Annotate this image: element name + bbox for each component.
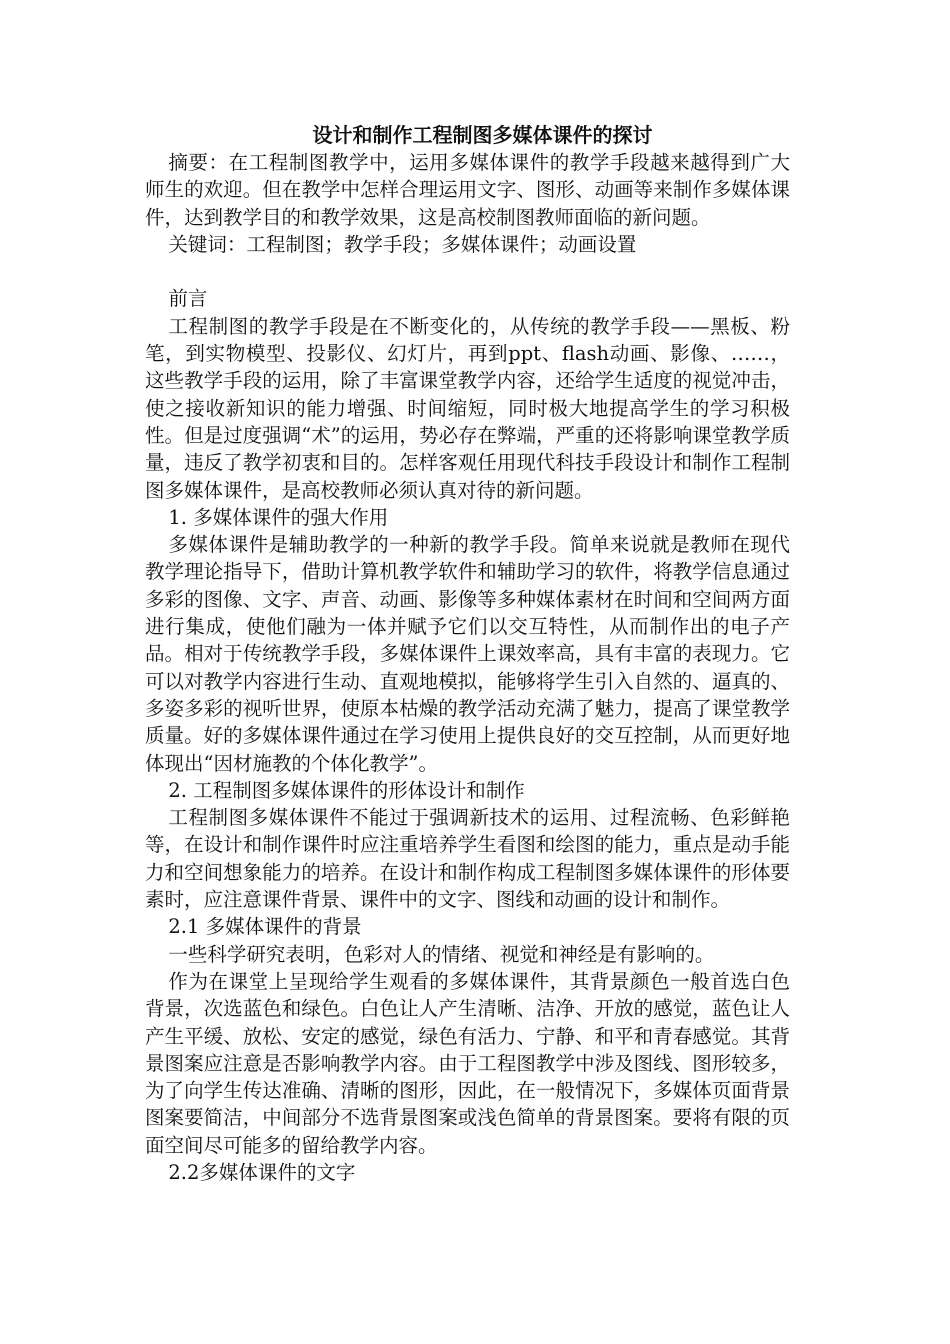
- preface-heading: 前言: [168, 287, 208, 311]
- section-2-2-heading: 2.2多媒体课件的文字: [168, 1160, 356, 1184]
- section-2-paragraph: 工程制图多媒体课件不能过于强调新技术的运用、过程流畅、色彩鲜艳等，在设计和制作课件时应注重培养学生看图和绘图的能力，重点是动手能力和空间想象能力的培养。在设计和制作构成工程制图多媒体课件的形体要素时，应注意课件背景、课件中的文字、图线和动画的设计和制作。: [145, 806, 790, 912]
- abstract-paragraph: 摘要：在工程制图教学中，运用多媒体课件的教学手段越来越得到广大师生的欢迎。但在教学中怎样合理运用文字、图形、动画等来制作多媒体课件，达到教学目的和教学效果，这是高校制图教师面临的新问题。: [145, 151, 790, 229]
- blank-line: [145, 258, 790, 285]
- preface-paragraph: 工程制图的教学手段是在不断变化的，从传统的教学手段——黑板、粉笔，到实物模型、投影仪、幻灯片，再到ppt、flash动画、影像、……，这些教学手段的运用，除了丰富课堂教学内容，还给学生适度的视觉冲击，使之接收新知识的能力增强、时间缩短，同时极大地提高学生的学习积极性。但是过度强调“术”的运用，势必存在弊端，严重的还将影响课堂教学质量，违反了教学初衷和目的。怎样客观任用现代科技手段设计和制作工程制图多媒体课件，是高校教师必须认真对待的新问题。: [145, 314, 790, 502]
- section-1-paragraph: 多媒体课件是辅助教学的一种新的教学手段。简单来说就是教师在现代教学理论指导下，借助计算机教学软件和辅助学习的软件，将教学信息通过多彩的图像、文字、声音、动画、影像等多种媒体素材在时间和空间两方面进行集成，使他们融为一体并赋予它们以交互特性，从而制作出的电子产品。相对于传统教学手段，多媒体课件上课效率高，具有丰富的表现力。它可以对教学内容进行生动、直观地模拟，能够将学生引入自然的、逼真的、多姿多彩的视听世界，使原本枯燥的教学活动充满了魅力，提高了课堂教学质量。好的多媒体课件通过在学习使用上提供良好的交互控制，从而更好地体现出“因材施教的个体化教学”。: [145, 533, 790, 775]
- document-page: [145, 121, 790, 1186]
- section-2-heading: 2. 工程制图多媒体课件的形体设计和制作: [168, 778, 525, 802]
- section-1-heading: 1. 多媒体课件的强大作用: [168, 505, 389, 529]
- section-2-1-heading: 2.1 多媒体课件的背景: [168, 915, 362, 939]
- section-2-1-paragraph-1: 一些科学研究表明，色彩对人的情绪、视觉和神经是有影响的。: [168, 942, 715, 966]
- section-2-1-paragraph-2: 作为在课堂上呈现给学生观看的多媒体课件，其背景颜色一般首选白色背景，次选蓝色和绿色。白色让人产生清晰、洁净、开放的感觉，蓝色让人产生平缓、放松、安定的感觉，绿色有活力、宁静、和平和青春感觉。其背景图案应注意是否影响教学内容。由于工程图教学中涉及图线、图形较多，为了向学生传达准确、清晰的图形，因此，在一般情况下，多媒体页面背景图案要简洁，中间部分不选背景图案或浅色简单的背景图案。要将有限的页面空间尽可能多的留给教学内容。: [145, 969, 790, 1157]
- keywords-paragraph: 关键词：工程制图；教学手段；多媒体课件；动画设置: [168, 232, 637, 256]
- document-title: 设计和制作工程制图多媒体课件的探讨: [312, 123, 653, 147]
